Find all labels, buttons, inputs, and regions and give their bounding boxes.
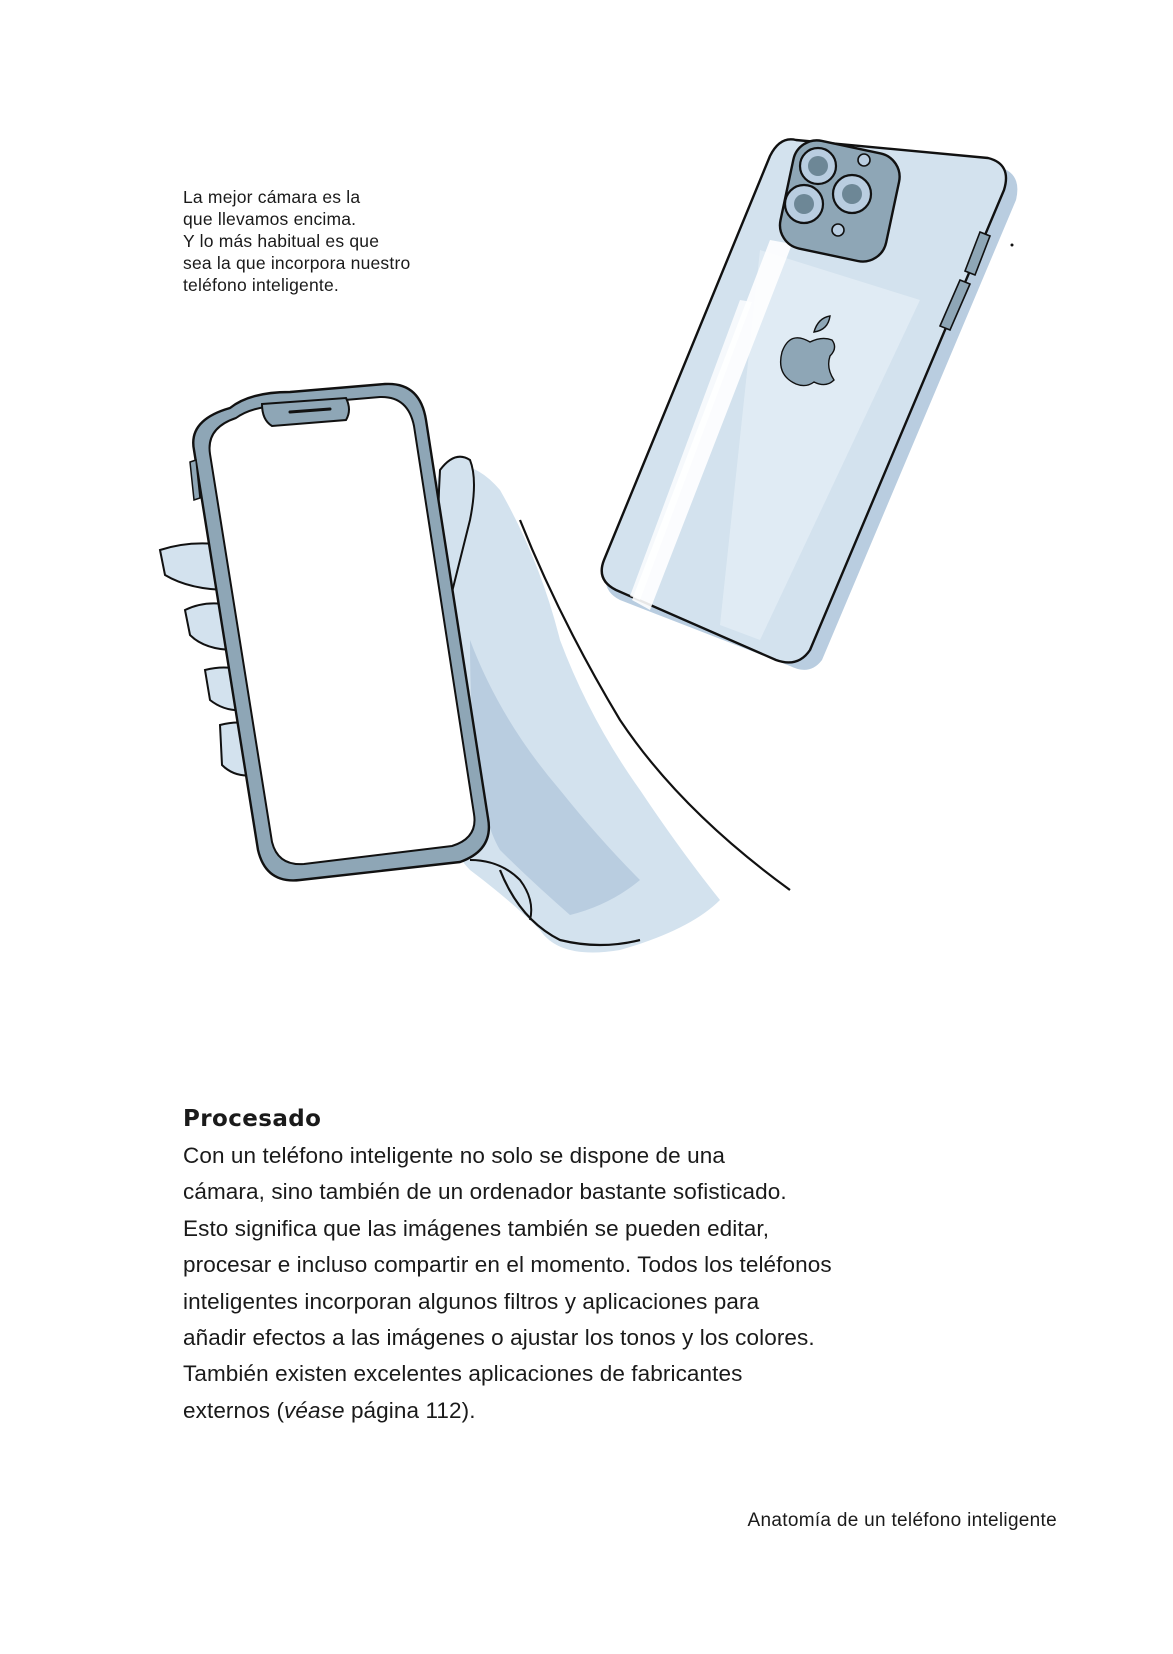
body-line: procesar e incluso compartir en el momento. Todos los teléfonos bbox=[183, 1252, 832, 1278]
see-reference: véase bbox=[284, 1397, 345, 1423]
caption-line: La mejor cámara es la bbox=[183, 187, 361, 207]
photo-caption bbox=[183, 186, 473, 296]
caption-line: teléfono inteligente. bbox=[183, 275, 339, 295]
body-line: Esto significa que las imágenes también se pueden editar, bbox=[183, 1215, 770, 1241]
body-line: inteligentes incorporan algunos filtros y aplicaciones para bbox=[183, 1288, 760, 1314]
caption-line: sea la que incorpora nuestro bbox=[183, 253, 411, 273]
phone-back-illustration bbox=[602, 136, 1018, 670]
caption-line: que llevamos encima. bbox=[183, 209, 357, 229]
body-line: También existen excelentes aplicaciones de fabricantes bbox=[183, 1361, 743, 1387]
body-line: Con un teléfono inteligente no solo se dispone de una bbox=[183, 1143, 725, 1168]
body-line: cámara, sino también de un ordenador bastante sofisticado. bbox=[183, 1179, 787, 1205]
processing-section bbox=[183, 1106, 943, 1429]
body-line-last bbox=[183, 1393, 943, 1429]
section-body bbox=[183, 1138, 943, 1429]
phone-front-illustration bbox=[190, 384, 489, 881]
caption-line: Y lo más habitual es que bbox=[183, 231, 380, 251]
body-text-before: externos ( bbox=[183, 1397, 285, 1423]
running-footer: Anatomía de un teléfono inteligente bbox=[747, 1510, 1057, 1531]
body-line: añadir efectos a las imágenes o ajustar los tonos y los colores. bbox=[183, 1325, 815, 1351]
section-heading: Procesado bbox=[183, 1106, 322, 1132]
body-text-after: página 112). bbox=[344, 1397, 476, 1423]
